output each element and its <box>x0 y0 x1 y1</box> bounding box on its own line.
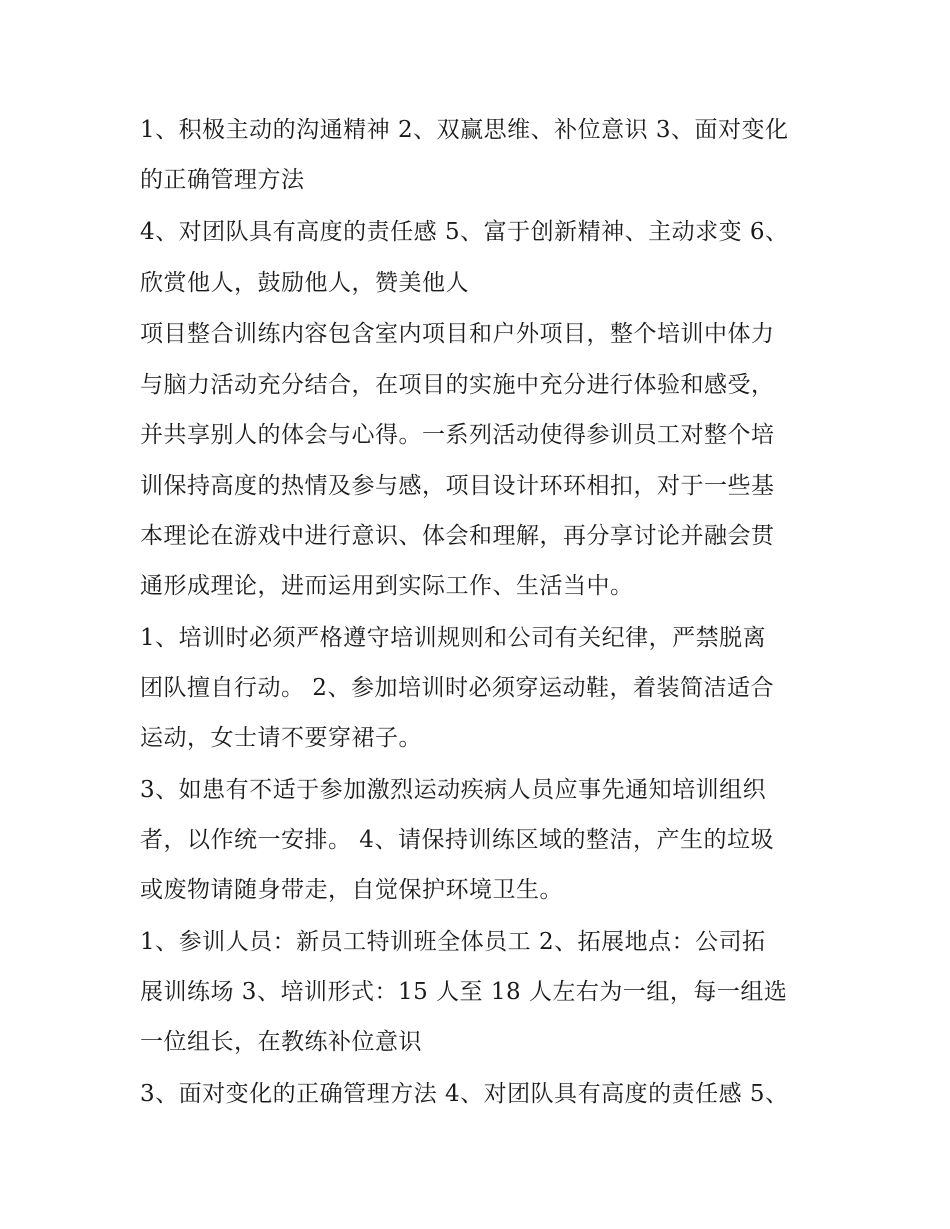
text-line: 项目整合训练内容包含室内项目和户外项目，整个培训中体力 <box>140 321 775 347</box>
text-line: 1、培训时必须严格遵守培训规则和公司有关纪律，严禁脱离 <box>140 625 767 651</box>
text-line: 展训练场 3、培训形式：15 人至 18 人左右为一组，每一组选 <box>140 979 788 1005</box>
text-line: 4、对团队具有高度的责任感 5、富于创新精神、主动求变 6、 <box>140 219 789 245</box>
text-line: 一位组长，在教练补位意识 <box>140 1029 422 1055</box>
text-line: 通形成理论，进而运用到实际工作、生活当中。 <box>140 573 634 599</box>
text-line: 3、如患有不适于参加激烈运动疾病人员应事先通知培训组织 <box>140 777 767 803</box>
text-line: 1、积极主动的沟通精神 2、双赢思维、补位意识 3、面对变化 <box>140 117 789 143</box>
text-line: 的正确管理方法 <box>140 167 305 193</box>
text-line: 1、参训人员：新员工特训班全体员工 2、拓展地点：公司拓 <box>140 929 766 955</box>
text-line: 并共享别人的体会与心得。一系列活动使得参训员工对整个培 <box>140 422 775 448</box>
text-line: 运动，女士请不要穿裙子。 <box>140 725 422 751</box>
text-line: 欣赏他人，鼓励他人，赞美他人 <box>140 270 469 296</box>
text-line: 或废物请随身带走，自觉保护环境卫生。 <box>140 877 563 903</box>
text-line: 者，以作统一安排。 4、请保持训练区域的整洁，产生的垃圾 <box>140 827 774 853</box>
text-line: 团队擅自行动。 2、参加培训时必须穿运动鞋，着装简洁适合 <box>140 675 774 701</box>
text-line: 本理论在游戏中进行意识、体会和理解，再分享讨论并融会贯 <box>140 523 775 549</box>
text-line: 3、面对变化的正确管理方法 4、对团队具有高度的责任感 5、 <box>140 1081 789 1107</box>
text-line: 训保持高度的热情及参与感，项目设计环环相扣，对于一些基 <box>140 473 775 499</box>
text-line: 与脑力活动充分结合，在项目的实施中充分进行体验和感受， <box>140 372 775 398</box>
